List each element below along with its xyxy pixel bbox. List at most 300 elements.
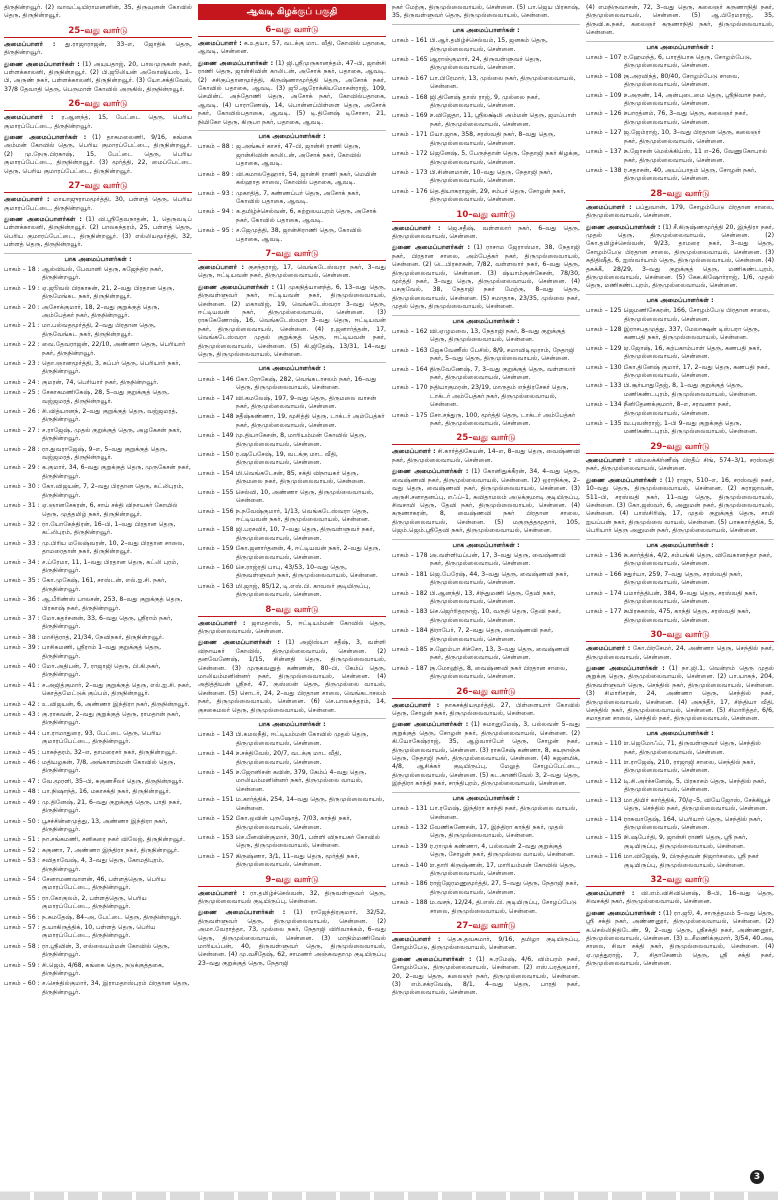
booth-number: பாகம் – 126 : — [586, 110, 626, 118]
booth-entry — [586, 834, 774, 851]
booth-entry — [4, 818, 192, 835]
booth-entry — [586, 92, 774, 109]
booth-entry — [4, 876, 192, 893]
paragraph-text: க.உதயா, 57, வடக்கு மாட வீதி, கோவில் பதாகை, ஆவடி, சென்னை. — [198, 40, 386, 56]
booth-number: பாகம் – 48 : — [4, 788, 40, 796]
booth-organiser: கோ.தினேஷ் குமார், 17, 2–வது தெரு, கணபதி நகர், திருமுல்லைவாயல், சென்னை. — [624, 363, 770, 380]
booth-entry — [198, 564, 386, 581]
booth-organiser: ஜி.தினேஷ் தாஸ் ராஜ், 9, முல்லை நகர், திருமுல்லைவாயல், சென்னை. — [430, 93, 540, 110]
section-subheading: பாக அமைப்பாளர்கள் : — [198, 718, 386, 729]
booth-number: பாகம் – 45 : — [4, 748, 40, 756]
booth-organiser: பா.பிரேமார், 13, முல்லை நகர், திருமுல்லைவாயல், சென்னை. — [430, 74, 576, 91]
booth-entry — [4, 847, 192, 855]
column-4 — [586, 4, 774, 1176]
booth-entry — [4, 836, 192, 844]
booth-entry — [392, 169, 580, 186]
booth-organiser: வி.ஏழுமலை, 13, நேதாஜி நகர், 8–வது குறுக்குத் தெரு, திருமுல்லைவாயல், சென்னை. — [430, 328, 566, 344]
paragraph-text: நாசுசக்தியமூர்த்தி, 27, பிள்ளையார் கோவில் தெரு, சோழன் நகர், திருமுல்லைவாயல், சென்னை. — [392, 701, 580, 718]
role-label: துணை அமைப்பாளர்கள் : — [4, 134, 87, 142]
paragraph-text: மாயாஜுராமமூர்த்தி, 30, பள்ளத் தெரு, பெரிய குமாரப்பேட்டை, திருநின்றவூர். — [4, 196, 192, 212]
paragraph — [392, 702, 580, 719]
paragraph — [392, 721, 580, 788]
booth-entry — [392, 590, 580, 607]
booth-entry — [392, 112, 580, 129]
booth-number: பாகம் – 26 : — [4, 408, 40, 416]
booth-entry — [4, 559, 192, 576]
paragraph — [198, 264, 386, 281]
paragraph-text: தெ.சு.தவசுமார், 9/16, தமிழா குடியிருப்பு, சோழம்பேடு, திருமுல்லைவாயல், சென்னை. — [392, 935, 580, 952]
paragraph — [4, 4, 192, 21]
booth-number: பாகம் – 188 : — [392, 899, 432, 907]
paragraph — [198, 639, 386, 715]
booth-organiser: ச.ப்ரேமா, 11, 1–வது பிரதான தெரு, கட்லி புரம், திருநின்றவூர். — [42, 558, 179, 574]
paragraph-text: து.ராஜாராஜன், 33–எ, ஜோதிக் தெரு, திருநின்றவூர். — [4, 40, 192, 57]
role-label: அமைப்பாளர் : — [586, 889, 635, 897]
booth-organiser: சவிதாவேஷ், 4, 3–வது தெரு, கோமதிபுரம், திருநின்றவூர். — [42, 857, 164, 873]
booth-entry — [392, 862, 580, 879]
ward-heading: 7–வது வார்டு — [198, 248, 386, 261]
booth-organiser: வே.மூரளி, 35–பி, சுகுணசீலர் தெரு, திருநின்றவூர். — [42, 777, 184, 785]
booth-organiser: ஆ.பீரிண்ஸ் பாலசன், 253, 8–வது குறுக்குத் தெரு, பிரகாஷ் நகர், திருநின்றவூர். — [42, 596, 183, 612]
role-label: அமைப்பாளர் : — [586, 645, 631, 653]
booth-organiser: ர.ராமுக் கண்ணா, 4, பல்லவன் 2–வது குறுக்குத் தெரு, சோழன் நகர், திருமுல்லை வாயல், சென்னை. — [430, 842, 575, 859]
paragraph-text: ஜாமதாஸ், 5, ஈட்டியம்மன் கோவில் தெரு, திருமுல்லைவாயல், சென்னை. — [198, 619, 386, 635]
paragraph — [4, 114, 192, 131]
booth-organiser: செல்வி, 10, அண்ணா தெரு, திருமுல்லைவாயல், சென்னை. — [236, 488, 374, 505]
section-subheading: பாக அமைப்பாளர்கள் : — [392, 539, 580, 550]
booth-entry — [586, 345, 774, 362]
booth-number: பாகம் – 134 : — [586, 401, 626, 409]
booth-organiser: மா.பல்வதமூர்த்தி, 2–வது பிரதான தெரு, திருவேங்கட நகர், திருநின்றவூர். — [42, 322, 156, 338]
role-label: துணை அமைப்பாளர்கள் : — [586, 665, 665, 672]
booth-number: பாகம் – 25 : — [4, 389, 40, 397]
booth-organiser: சி.ஷபேர்தி, 9, ஜான்சி ராணி தெரு, ஸ்ரீ நகர், குடியிருப்பு, திருமுல்லைவாயல், சென்னை. — [624, 834, 748, 850]
booth-organiser: மோ.அதிபன், 7, ராஜாஜி தெரு, பி.கி.நகர், திருநின்றவூர். — [42, 663, 161, 679]
booth-organiser: கு.அரவிந்த், 80/40, சோழம்பேடு சாலை, திருமுல்லைவாயல், சென்னை. — [624, 72, 740, 89]
booth-entry — [198, 395, 386, 412]
paragraph-text: குசந்தராஜ், 17, வெங்கடேஸ்வரா நகர், 3–வது தெரு, ஈட்டியவன் நகர், திருமுல்லைவாயல், சென்னை. — [198, 263, 386, 280]
booth-organiser: வி.கமலேஷ், 197, 9–வது தெரு, திருமலை வாசன் நகர், திருமுல்லைவாயல், சென்னை. — [236, 394, 377, 411]
booth-number: பாகம் – 154 : — [198, 469, 238, 477]
booth-number: பாகம் – 153 : — [198, 833, 238, 841]
booth-entry — [392, 347, 580, 364]
booth-organiser: ச.ஜோனிசன் கவின், 379, கேம்ப் 4–வது தெரு, மாலியம்மனின்னர் நகர், திருமுல்லை வாயல், சென்னை. — [236, 769, 367, 793]
booth-number: பாகம் – 176 : — [392, 187, 432, 195]
paragraph — [198, 60, 386, 127]
paragraph-text: (1) சுமானுமேஷ், 3, பல்லவன் 5–வது குறுக்குத் தெரு, சோழன் நகர், திருமுல்லைவாயல், சென்னை. (2) கி.யோகேஷ்ராஜ், 35, ஆழ்வார்பேர் தெரு, சோழன் நகர், திருமுல்லைவாயல், சென்னை. (3) ராசுசேஷ் கண்ணா, 8, சுயநாஞ்சு தெரு, நேதாஜி நகர், திருமுல்லைவாயல், சென்னை. (4) சுஜனமிக், 4/8, ஆசிக்கர் குடியிருப்பு, மேலுத் சோழப்பேட்டை, திருமுல்லைவாயல், சென்னை. (5) கட.காணிவேல் 3, 2–வது தெரு, இந்திரா காந்தி நகர், சாந்திபுரம், திருமுல்லைவாயல், சென்னை. — [392, 721, 580, 788]
booth-number: பாகம் – 41 : — [4, 681, 40, 689]
booth-number: பாகம் – 20 : — [4, 303, 40, 311]
booth-number: பாகம் – 94 : — [198, 208, 234, 216]
paragraph — [586, 890, 774, 907]
paragraph — [392, 225, 580, 242]
column-1 — [4, 4, 192, 1176]
booth-number: பாகம் – 163 : — [392, 346, 432, 354]
booth-entry — [392, 899, 580, 916]
booth-number: பாகம் – 135 : — [586, 420, 626, 428]
paragraph — [198, 890, 386, 907]
booth-number: பாகம் – 128 : — [586, 326, 626, 333]
booth-organiser: வி.கமாலதேஹார், 54, ஜான்சி ராணி நகர், மெயின் கல்ஹாத சாலை, கோவில் பதாகை, ஆவடி. — [236, 170, 377, 187]
paragraph — [4, 134, 192, 176]
booth-organiser: ச.ஜேமுத்தி, 38, ஜான்சிராணி தெரு, கோவில் பதாகை, ஆவடி. — [236, 227, 362, 243]
booth-organiser: ராஜ்ஜேரமணுமூர்த்தி, 27, 5–வது தெரு, நேதாஜி நகர், திருமுல்லைவாயல், சென்னை. — [430, 880, 579, 896]
role-label: அமைப்பாளர் : — [392, 701, 440, 709]
booth-organiser: ரா.ஸ்ரீவின், 3, எல்லையம்மன் கோவில் தெரு, திருநின்றவூர். — [42, 942, 170, 959]
role-label: அமைப்பாளர் : — [198, 619, 246, 627]
booth-organiser: எ.ராஜேஷ், 210, ராஜாஜி சாலை, செந்தில் நகர், திருமுல்லைவாயல், சென்னை. — [624, 759, 756, 775]
booth-number: பாகம் – 172 : — [392, 150, 432, 158]
paragraph — [392, 936, 580, 953]
booth-entry — [4, 914, 192, 922]
booth-organiser: வை.தேவராஜன், 22/10, அண்ணா தெரு, பெரியார் நகர், திருநின்றவூர். — [42, 341, 186, 357]
booth-number: பாகம் – 58 : — [4, 942, 40, 950]
booth-entry — [392, 646, 580, 663]
paragraph-text: ர.ஆனந்த், 15, பேட்டை தெரு, பெரிய குமாரப்பேட்டை, திருநின்றவூர். — [4, 114, 192, 130]
booth-organiser: எ.ஜெமோஃப், 71, திருவள்ளுவர் தெரு, செந்தில் நகர், திருமுல்லைவாயல், சென்னை. — [624, 740, 761, 756]
booth-entry — [4, 701, 192, 709]
booth-number: பாகம் – 139 : — [392, 842, 432, 850]
booth-organiser: பி.ஆனந்தி, 13, சிந்துமணி தெரு, தேவி நகர், திருமுல்லைவாயல், சென்னை. — [430, 589, 556, 605]
booth-entry — [198, 470, 386, 487]
paragraph-text: ஜெ.சதீஷ், வள்ளலார் நகர், 6–வது தெரு, திருமுல்லைவாயல், சென்னை. — [392, 224, 580, 240]
booth-entry — [4, 577, 192, 594]
ward-heading: 28–வது வார்டு — [586, 188, 774, 201]
booth-organiser: ஜி.பரசவிர், 10, 7–வது தெரு, திருவள்ளுவர் நகர், திருமுல்லைவாயல், சென்னை. — [236, 526, 375, 542]
paragraph-text: (4) எமநிருவாசன், 72, 3–வது தெரு, கலைஞர் கருணாநிதி நகர், திருமுல்லைவாயல், சென்னை. (5) ஆ.பிரேமராஜ், 35, திருவி.க.நகர், கலைஞர் கருணாநிதி நகர், திருமுல்லைவாயல், சென்னை. — [586, 4, 774, 37]
paragraph-text: (1) ராசாம ஜேராஸ்மா, 38, நேதாஜி நகர், பிரதான சாலை, அம்பேத்கர் நகர், திருமுல்லைவாயல், சென்னை. (2) டெ.பிரகாசுன், 7/82, வள்ளலார் நகர், 6–வது தெரு, திருமுல்லைவாயல், சென்னை. (3) ஷ்யாம்குன்கேசன், 78/30, மூர்த்தி நகர், 3–வது தெரு, திருமுல்லைவாயல், சென்னை. (4) பசகுவேல், 38, நேதாஜி நகர் மேற்கு, 8–வது தெரு, திருமுல்லைவாயல், சென்னை. (5) சமாதாசு, 23/35, முல்லை நகர், முதல் தெரு, திருமுல்லைவாயல், சென்னை. — [392, 244, 580, 311]
paragraph-text: நகர் மேற்கு, திருமுல்லைவாயல், சென்னை. (5) பா.ஜெய பிரகாஷ், 35, திருவள்ளுவர் தெரு, திருமுல்லைவாயல், சென்னை. — [392, 4, 580, 20]
role-label: துணை அமைப்பாளர்கள் : — [392, 468, 469, 476]
booth-number: பாகம் – 19 : — [4, 284, 40, 292]
booth-number: பாகம் – 183 : — [392, 608, 432, 616]
booth-number: பாகம் – 114 : — [586, 815, 626, 823]
role-label: அமைப்பாளர் : — [198, 40, 242, 47]
booth-organiser: முகாதித், 7, கண்ணப்பர் தெரு, அசோக் நகர், கோவில் பதாகை, ஆவடி. — [236, 189, 361, 205]
paragraph — [198, 620, 386, 637]
booth-entry — [586, 552, 774, 569]
booth-number: பாகம் – 168 : — [392, 93, 432, 101]
booth-organiser: ஆராஞ்குமார், 24, திருவள்ளுவர் தெரு, திருமுல்லைவாயல், சென்னை. — [430, 56, 542, 72]
paragraph — [392, 956, 580, 998]
role-label: அமைப்பாளர் : — [4, 196, 50, 204]
booth-number: பாகம் – 125 : — [586, 307, 626, 315]
booth-organiser: சேகாகமணிகேஷ், 28, 5–வது குறுக்குத் தெரு, வஜ்ஜமரத், திருநின்றவூர். — [42, 389, 170, 405]
booth-organiser: ஏ.ஞானசேகரன், 6, சாய் சக்தி விநாயகர் கோயில் தெரு, முத்தமிழ் நகர், திருநின்றவூர். — [42, 502, 178, 518]
booth-entry — [198, 143, 386, 168]
booth-entry — [586, 326, 774, 343]
booth-entry — [198, 583, 386, 600]
booth-organiser: செ.ஜெர்ரிதரநாஜ், 10, வருதி தெரு, தேவி நகர், திருமுல்லைவாயல், சென்னை. — [430, 608, 561, 624]
booth-entry — [4, 749, 192, 757]
booth-organiser: பி.சூர்யாதுதேஜ், 8, 1–வது குறுக்குத் தெரு, மணிகண்டபுரம், திருமுல்லைவாயல், சென்னை. — [624, 382, 758, 398]
booth-entry — [4, 596, 192, 613]
section-subheading: பாக அமைப்பாளர்கள் : — [392, 792, 580, 803]
booth-number: பாகம் – 54 : — [4, 875, 40, 883]
booth-number: பாகம் – 181 : — [392, 570, 432, 578]
booth-organiser: கிருஷ்ணா, 3/1, 11–வது தெரு, மூர்த்தி நகர், திருமுல்லைவாயல், சென்னை. — [236, 852, 360, 869]
booth-organiser: சி.ஜெம், 4/68, கங்கை தெரு, நடுக்குத்தகை, திருநின்றவூர். — [42, 961, 164, 977]
role-label: துணை அமைப்பாளர்கள் : — [586, 223, 661, 231]
booth-entry — [392, 824, 580, 841]
booth-entry — [392, 150, 580, 167]
booth-organiser: சதுர்யா, 259, 7–வது தெரு, சரஸ்வதி நகர், திருமுல்லைவாயல், சென்னை. — [624, 570, 743, 587]
booth-entry — [4, 788, 192, 796]
booth-organiser: ஜெமணிசேகரன், 166, சோழம்பேடு பிரதான சாலை, திருமுல்லைவாயல், சென்னை. — [624, 307, 770, 323]
booth-organiser: பி.ஆர்.தமிழ்ச்செல்வம், 15, ஜனகம் தெரு, திருமுல்லைவாயல், சென்னை. — [430, 37, 548, 53]
ward-heading: 25–வது வார்டு — [4, 25, 192, 38]
section-subheading: பாக அமைப்பாளர்கள் : — [392, 24, 580, 35]
paragraph — [392, 448, 580, 465]
paragraph — [392, 4, 580, 21]
booth-organiser: மா.தியிர் கார்த்திக், 70/ஏ–5, வியேஜோஸ், சேக்கியூச் தெரு, செந்தில் நகர், திருமுல்லைவாயல், சென்னை. — [624, 796, 771, 813]
booth-entry — [392, 188, 580, 205]
paragraph — [4, 196, 192, 213]
booth-organiser: அ.வள்ளியப்பன், 17, 3–வது தெரு, வைஷ்ணவி நகர், திருமுல்லைவாயல், சென்னை. — [430, 551, 566, 568]
booth-number: பாகம் – 186 : — [392, 880, 432, 888]
booth-organiser: ந.நவேஷ்குமார், 1/13, வெங்கடேஸ்வரா தெரு, ஈட்டியவன் நகர், திருமுல்லைவாயல், சென்னை. — [236, 507, 370, 523]
booth-number: பாகம் – 39 : — [4, 644, 40, 652]
booth-organiser: வேணிகணேசன், 17, இந்திரா காந்தி நகர், முதல் தெரு, திருமுல்லைவாயல், சென்னை. — [430, 823, 564, 840]
booth-number: பாகம் – 149 : — [198, 432, 238, 440]
booth-number: பாகம் – 22 : — [4, 341, 40, 349]
paragraph — [198, 40, 386, 57]
booth-entry — [198, 208, 386, 225]
role-label: அமைப்பாளர் : — [392, 448, 436, 456]
paragraph — [392, 244, 580, 311]
role-label: அமைப்பாளர் : — [198, 263, 244, 271]
booth-organiser: சோ.சந்துரு, 100, மூர்த்தி தெரு, டாக்டர் அம்பேத்கர் நகர், திருமுல்லைவாயல், சென்னை. — [430, 411, 576, 428]
booth-organiser: ச.செந்தில்குமார், 34, இராமதாஸ்புரம் பிரதான தெரு, திருநின்றவூர். — [42, 980, 190, 996]
role-label: துணை அமைப்பாளர்கள் : — [198, 59, 274, 67]
booth-number: பாகம் – 35 : — [4, 577, 40, 585]
booth-number: பாகம் – 113 : — [586, 796, 626, 804]
booth-entry — [4, 360, 192, 377]
booth-organiser: க.தமிழ்ச்செல்வன், 6, சுற்றுலயபுரம் தெரு, அசோக் நகர், கோவில் பதாகை, ஆவடி. — [236, 208, 377, 224]
booth-organiser: ரா.கோகுலம், 2, பள்ளத்தெரு, பெரிய குமாரப்பேட்டை, திருநின்றவூர். — [42, 894, 147, 911]
booth-organiser: கோ.ஜனார்தனன், 4, ஈட்டியவன் நகர், 2–வது தெரு, திருமுல்லைவாயல், சென்னை. — [236, 545, 381, 561]
paragraph-text: ரா.தமிழ்ச்செல்வன், 32, திருவள்ளுவர் தெரு, திருமுல்லைவாயல் குடியிருப்பு, சென்னை. — [198, 889, 386, 905]
booth-organiser: கோ.முகேஷ், 161, சாஸ்டன், எல்.ஐ.சி. நகர், திருநின்றவூர். — [42, 577, 167, 593]
booth-organiser: ஏ.ஜோஷ், 16, கற்பகாம்பாள் தெரு, கணபதி நகர், திருமுல்லைவாயல், சென்னை. — [624, 344, 762, 361]
booth-entry — [392, 805, 580, 822]
booth-organiser: ச.ராஜேஷ், முதல் குறுக்குத் தெரு, அழகேசன் நகர், திருநின்றவூர். — [42, 426, 182, 443]
booth-organiser: ஜெ.பேரேஷ், 44, 3–வது தெரு, வைஷ்ணவி நகர், திருமுல்லைவாயல், சென்னை. — [430, 570, 569, 587]
booth-number: பாகம் – 138 : — [586, 166, 626, 174]
ward-heading: 9–வது வார்டு — [198, 874, 386, 887]
booth-entry — [4, 341, 192, 358]
booth-entry — [198, 796, 386, 813]
booth-entry — [392, 131, 580, 148]
paragraph-text: பப்துவான், 179, சோழம்பேடு பிரதான சாலை, திருமுல்லைவாயல், சென்னை. — [586, 203, 774, 220]
booth-organiser: ச.ஹேம்பா சிச்சோ, 13, 3–வது தெரு, வைஷ்ணவி நகர், திருமுல்லைவாயல், சென்னை. — [430, 646, 570, 662]
booth-entry — [392, 880, 580, 897]
booth-entry — [392, 608, 580, 625]
booth-entry — [586, 759, 774, 776]
booth-entry — [586, 54, 774, 71]
paragraph-text: (1) அஜிஸ்யா சதீஷ், 3, வள்ளி விநாயகர் கோவில், திருமுல்லைவாயல், சென்னை. (2) தனவேணேஷ், 1/15, சின்னதி தெரு, திருமுல்லைவாயல், சென்னை. (3) முருகவனுத் கண்ணன், 80–பி, கேம்ப் தெரு, மாலியம்மனின்னர் நகர், திருமுல்லைவாயல், சென்னை. (4) அதித்தியன் ஸ்ரீநர், 47, குஸ்ஸன் தெரு, திருமுல்லை வாயல், சென்னை. (5) சொடர், 24, 2–வது பிரதான சாலை, வெங்கடாசலம் நகர், திருமுல்லைவாயல், சென்னை. (6) செ.பாலசுந்தரம், 14, குசகைமலர் தெரு, திருமுல்லைவாயல், சென்னை. — [198, 639, 386, 714]
role-label: துணை அமைப்பாளர்கள் : — [198, 909, 286, 917]
role-label: அமைப்பாளர் : — [4, 114, 54, 122]
booth-number: பாகம் – 167 : — [392, 74, 432, 82]
booth-organiser: கு.ராகவன், 2–வது குறுக்குத் தெரு, ராமதான் நகர், திருநின்றவூர். — [42, 711, 181, 727]
booth-number: பாகம் – 52 : — [4, 846, 40, 854]
booth-organiser: ந.சுமதேஷ், 84–அ, பேட்டை தெரு, திருநின்றவூர். — [42, 913, 182, 921]
booth-organiser: சுபிரசுகாஸ், 475, காந்தி தெரு, சரஸ்வதி நகர், திருமுல்லைவாயல், சென்னை. — [624, 608, 751, 624]
role-label: அமைப்பாளர் : — [198, 889, 245, 897]
booth-entry — [198, 432, 386, 449]
booth-number: பாகம் – 37 : — [4, 614, 40, 622]
paragraph-text: (1) தாசுமலைணி, 9/16, கங்கை அம்மன் கோவில் தெரு, பெரிய குமாரப்பேட்டை, திருநின்றவூர். (2) மு.நேரு.பிரகாஷ், 15, பேட்டை தெரு, பெரிய குமாரப்பேட்டை, திருநின்றவூர். (3) மூர்த்தி, 22, மைப்பேட்டை தெரு, பெரிய குமாரப்பேட்டை, திருநின்றவூர். — [4, 134, 192, 175]
booth-organiser: ர.ஹேமந்த், 6, பாரதிபாசு தெரு, சோழம்பேடு, திருமுல்லைவாயல், சென்னை. — [624, 54, 752, 70]
booth-entry — [586, 382, 774, 399]
booth-number: பாகம் – 34 : — [4, 558, 40, 566]
booth-entry — [198, 413, 386, 430]
booth-number: பாகம் – 144 : — [198, 750, 238, 758]
paragraph-text: (1) கோனிதுக்கீரன், 34, 4–வது தெரு, வைஷ்ணவி நகர், திருமுல்லைவாயல், சென்னை. (2) ஒராநிக்கு, 2–வது தெரு, வைஷ்ணவி நகர், திருமுல்லைவாயல், சென்னை. (3) அருசி.சனாதனப்பு, எஃப்–1, சுவிதாமலம் அடுக்குமாடி குடியிருப்பு, சிவசாமி தெரு, தேவி நகர், திருமுல்லைவாயல், சென்னை. (4) கருணாகரன், 8, வைஷ்ணவி நகர் பிரதான சாலை, திருமுல்லைவாயல், சென்னை. (5) மகுருத்தமூதார், 105, ஜெம்.ஜெம்.ஸ்ரீதேவி நகர், திருமுல்லைவாயல், சென்னை. — [392, 468, 580, 535]
booth-entry — [586, 778, 774, 795]
booth-entry — [392, 94, 580, 111]
booth-number: பாகம் – 36 : — [4, 596, 40, 604]
booth-number: பாகம் – 155 : — [198, 488, 238, 496]
booth-number: பாகம் – 177 : — [586, 608, 626, 616]
booth-entry — [4, 408, 192, 425]
booth-number: பாகம் – 109 : — [586, 91, 626, 99]
paragraph — [4, 216, 192, 250]
booth-number: பாகம் – 32 : — [4, 520, 40, 528]
booth-entry — [198, 853, 386, 870]
booth-entry — [4, 857, 192, 874]
role-label: அமைப்பாளர் : — [586, 456, 632, 464]
booth-number: பாகம் – 165 : — [392, 56, 432, 64]
booth-organiser: செ.பீனவின்குமார், 30/1, பள்ளி விநாயகர் கோவில் தெரு, திருமுல்லைவாயல், சென்னை. — [236, 833, 380, 850]
booth-number: பாகம் – 112 : — [586, 777, 626, 785]
booth-number: பாகம் – 150 : — [198, 451, 238, 459]
booth-number: பாகம் – 55 : — [4, 894, 40, 902]
booth-organiser: இராசபதமுத்து, 337, மேலாக்ஷன் டிஸ்பரா தெரு, கணபதி நகர், திருமுல்லைவாயல், சென்னை. — [624, 326, 760, 342]
booth-organiser: சி.வித்யானந், 2–வது குறுக்குத் தெரு, வஜ்ஜமரத், திருநின்றவூர். — [42, 408, 178, 424]
booth-number: பாகம் – 132 : — [392, 823, 432, 831]
ward-heading: 26–வது வார்டு — [392, 686, 580, 699]
booth-number: பாகம் – 110 : — [586, 740, 626, 748]
booth-organiser: எ.தாரி கிருஷ்ணன், 17, மாரியம்மன் கோவில் தெரு, திருமுல்லைவாயல், சென்னை. — [430, 861, 576, 877]
ward-heading: 32–வது வார்டு — [586, 874, 774, 887]
booth-entry — [4, 962, 192, 979]
booth-entry — [4, 266, 192, 283]
ward-heading: 30–வது வார்டு — [586, 629, 774, 642]
booth-number: பாகம் – 50 : — [4, 817, 40, 825]
booth-number: பாகம் – 161 : — [392, 37, 432, 45]
paragraph-text: (1) சீ.கிருஷ்ணமூர்த்தி 20, இந்திரா நகர், முதல் தெரு, திருமுல்லைவாயல், சென்னை. (2) கோ.தமிழ்ச்செல்வன், 9/23, தாமரை நகர், 3–வது தெரு, சோழம்பேடு பிரதான சாலை, திருமுல்லைவாயல், சென்னை. (3) சுதிதிஷீத், 6, ஐஸ்வர்யாம் தெரு, திருமுல்லைவாயல், சென்னை. (4) தசுக்கீ, 28/29, 3–வது குறுக்குத் தெரு, மணிகண்டபுரம், திருமுல்லைவாயல், சென்னை. (5) கேசு.கிஷோர்ராஜ், 1/6, முதல் தெரு, மணிகண்டபுரம், திருமுல்லைவாயல், சென்னை. — [586, 223, 774, 290]
booth-number: பாகம் – 43 : — [4, 711, 40, 719]
ward-heading: 8–வது வார்டு — [198, 604, 386, 617]
paragraph — [4, 41, 192, 58]
page-footer-rule — [0, 1191, 778, 1200]
booth-entry — [4, 895, 192, 912]
booth-organiser: நதியாகுமரன், 23/19, மாருதம் எந்திரசேகர் தெரு, டாக்டர் அம்பேத்கர் நகர், திருமுல்லைவாயல், சென்னை. — [430, 384, 569, 409]
page-number: 3 — [750, 1170, 764, 1184]
booth-entry — [586, 129, 774, 146]
ward-heading: 26–வது வார்டு — [4, 98, 192, 111]
booth-organiser: பாசிகமணி, ஸ்ரீராம் 1–வது குறுக்குத் தெரு, திருநின்றவூர். — [42, 644, 162, 660]
booth-organiser: தெ.தியாகராஜன், 29, சம்பர் தெரு, சோழன் நகர், திருமுல்லைவாயல், சென்னை. — [430, 187, 566, 204]
booth-organiser: திராபேர், 7, 2–வது தெரு, வைஷ்ணவி நகர், திருமுல்லைவாயல், சென்னை. — [430, 627, 554, 643]
booth-entry — [198, 190, 386, 207]
booth-organiser: பாசுந்தரம், 32–எ, தாமரைசர் நகர், திருநின்றவூர். — [42, 748, 178, 756]
section-subheading: பாக அமைப்பாளர்கள் : — [586, 727, 774, 738]
booth-entry — [4, 304, 192, 321]
booth-number: பாகம் – 42 : — [4, 700, 40, 708]
paragraph-text: (1) முகநித்யானந்த், 6, 13–வது தெரு, திருவள்ளுவர் நகர், ஈட்டியவன் நகர், திருமுல்லைவாயல், சென்னை. (2) மகாவிஜ், 19, வெங்கடேஸ்வரா 3–வது தெரு, ஈட்டியவன் நகர், திருமுல்லைவாயல், சென்னை. (3) ராசுகேணோஷ், 16, வெங்கடேஸ்வரா 3–வது தெரு, ஈட்டியவன் நகர், திருமுல்லைவாயல், சென்னை. (4) ர.ஜனார்த்தன், 17, வெங்கடேஸ்வரா முதல் குறுக்குத் தெரு, ஈட்டியவன் நகர், திருமுல்லைவாயல், சென்னை. (5) கி.ஜிதேஷ், 13/31, 14–வது தெரு, திருமுல்லைவாயல், சென்னை. — [198, 283, 386, 358]
booth-number: பாகம் – 182 : — [392, 589, 432, 597]
booth-number: பாகம் – 23 : — [4, 360, 40, 367]
booth-number: பாகம் – 49 : — [4, 798, 40, 806]
booth-entry — [392, 843, 580, 860]
booth-entry — [4, 663, 192, 680]
booth-number: பாகம் – 156 : — [198, 507, 238, 515]
booth-organiser: ஏ.ஜூவல் பிரகாசுன், 21, 2–வது பிரதான தெரு, திருமேங்கட நகர், திருநின்றவூர். — [42, 284, 175, 301]
booth-organiser: ச.சக்திவேல், 20/7, வடக்கு மாட வீதி, திருமுல்லைவாயல், சென்னை. — [236, 750, 342, 766]
booth-organiser: க.கார்த்திக், 4/2, சம்பங்கி தெரு, விவேகானந்தா நகர், திருமுல்லைவாயல், சென்னை. — [624, 551, 773, 568]
booth-entry — [586, 401, 774, 418]
booth-organiser: செ.ராஜ்ரதி பாபு, 43/53, 10–வது தெரு, திருவள்ளுவர் நகர், திருமுல்லைவாயல், சென்னை. — [236, 563, 378, 580]
booth-number: பாகம் – 173 : — [392, 168, 432, 176]
role-label: துணை அமைப்பாளர்கள் : — [4, 215, 82, 223]
booth-entry — [4, 540, 192, 557]
booth-number: பாகம் – 33 : — [4, 539, 40, 547]
booth-organiser: ஜ.ஜேம்ராஜ், 10, 3–வது பிரதான தெரு, கலைஞர் நகர், திருமுல்லைவாயல், சென்னை. — [624, 129, 761, 145]
booth-entry — [4, 615, 192, 632]
booth-number: பாகம் – 143 : — [198, 731, 238, 739]
article-columns — [4, 4, 774, 1176]
paragraph-text: (1) நா.ஜி.1, வென்றம் தெரு முதல் குறுக்கு தெரு, திருமுல்லைவாயல், சென்னை. (2) பா.யாசுந், 204, திருவள்ளுவர் தெரு, செந்தில் நகர், திருமுல்லைவாயல், சென்னை. (3) சிமாரிசரன், 24, அண்ணா தெரு, செந்தில் நகர், திருமுல்லைவாயல், சென்னை. (4) அசுந்தீர், 17, சிந்தியா வீதி, செந்தில் நகர், திருமுல்லைவாயல், சென்னை. (5) சிமாரித்தர், 6/6, சமாதான சாலை, செந்தில் நகர், திருமுல்லைவாயல், சென்னை. — [586, 665, 774, 723]
booth-organiser: மி.ஜாஜ், 85/12, டி.எஸ்.பி. காவலர் குடியிருப்பு, திருமுல்லைவாயல், சென்னை. — [236, 582, 371, 599]
booth-entry — [4, 521, 192, 538]
booth-entry — [198, 834, 386, 851]
booth-number: பாகம் – 88 : — [198, 143, 234, 151]
paragraph — [586, 645, 774, 662]
paragraph — [586, 665, 774, 724]
booth-number: பாகம் – 116 : — [586, 853, 626, 861]
booth-number: பாகம் – 146 : — [198, 375, 238, 383]
booth-number: பாகம் – 51 : — [4, 836, 40, 844]
booth-organiser: ச.அஜித்குமார், 2–வது குறுக்குத் தெரு, எல்.ஐ.சி. நகர், கொத்தமேட்டுக் குப்பம், திருநின்றவூர். — [42, 681, 192, 698]
booth-number: பாகம் – 130 : — [586, 363, 626, 371]
booth-number: பாகம் – 129 : — [586, 344, 626, 352]
paragraph — [586, 477, 774, 536]
booth-entry — [4, 778, 192, 786]
booth-entry — [392, 571, 580, 588]
booth-entry — [4, 379, 192, 387]
booth-entry — [4, 711, 192, 728]
booth-number: பாகம் – 108 : — [586, 72, 626, 80]
booth-number: பாகம் – 184 : — [392, 627, 432, 635]
booth-organiser: ச.அருண், 14, அன்புடைமை தெரு, ஸ்ரீநிவாச நகர், திருமுல்லைவாயல், சென்னை. — [624, 91, 767, 108]
booth-organiser: சுகுணா, 7, அண்ணா இந்திரா நகர், திருநின்றவூர். — [42, 846, 180, 854]
booth-organiser: நா.சங்கமணி, சனிகரை நகர் விலேஜ், திருநின்றவூர். — [42, 836, 186, 844]
section-subheading: பாக அமைப்பாளர்கள் : — [4, 253, 192, 264]
ward-heading: 29–வது வார்டு — [586, 441, 774, 454]
booth-organiser: பா.ராமாதுரை, 93, பேட்டை தெரு, பெரிய குமாரப்பேட்டை, திருநின்றவூர். — [42, 729, 161, 746]
booth-entry — [392, 552, 580, 569]
booth-number: பாகம் – 145 : — [198, 769, 238, 777]
booth-organiser: சபாரத்னம், 76, 3–வது தெரு, கலைஞர் நகர், திருமுல்லைவாயல், சென்னை. — [624, 110, 748, 126]
booth-number: பாகம் – 44 : — [4, 729, 40, 737]
section-banner: ஆவடி கிழக்குப் பகுதி — [198, 4, 386, 20]
booth-organiser: ம.கார்த்திக், 254, 14–வது தெரு, திருமுல்லைவாயல், சென்னை. — [236, 796, 385, 812]
booth-entry — [586, 816, 774, 833]
booth-number: பாகம் – 131 : — [392, 805, 432, 813]
